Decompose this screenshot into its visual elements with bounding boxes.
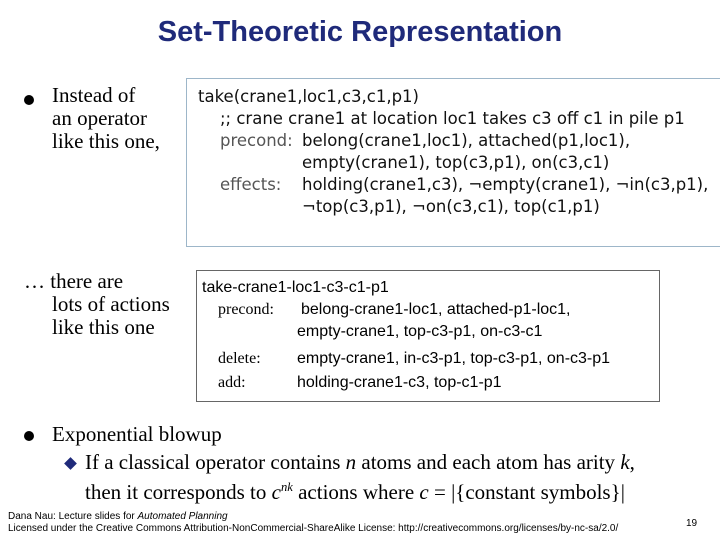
action-delete-line: delete: empty-crane1, in-c3-p1, top-c3-p1, on-c3-p1 <box>218 350 611 367</box>
operator-signature: take(crane1,loc1,c3,c1,p1) <box>198 87 419 106</box>
footer-credits: Dana Nau: Lecture slides for Automated Planning Licensed under the Creative Commons Attribution-NonCommercial-ShareAlike License: http://creativecommons.org/licenses/by-nc-sa/2.0/ <box>8 511 619 534</box>
operator-definition <box>198 86 708 218</box>
action-definition <box>202 277 610 394</box>
bullet-1-text: Instead of an operator like this one, <box>52 83 160 153</box>
action-add-line: add: holding-crane1-c3, top-c1-p1 <box>218 374 502 391</box>
sub-bullet-line-2: then it corresponds to $c^{nk}$ actions where c = |{constant symbols}| <box>85 480 625 504</box>
action-precond-line-2: empty-crane1, top-c3-p1, on-c3-c1 <box>297 323 543 340</box>
sub-bullet-line-1: If a classical operator contains n atoms and each atom has arity k, <box>85 450 635 474</box>
sub-bullet-diamond-icon <box>64 457 77 470</box>
operator-precond-line-1: precond: belong(crane1,loc1), attached(p1,loc1), <box>220 131 631 150</box>
page-number: 19 <box>686 518 698 529</box>
operator-comment: ;; crane crane1 at location loc1 takes c3 off c1 in pile p1 <box>220 109 685 128</box>
bullet-2-text: … there are lots of actions like this one <box>24 269 170 339</box>
operator-precond-line-2: empty(crane1), top(c3,p1), on(c3,c1) <box>302 153 610 172</box>
bullet-3-text: Exponential blowup <box>52 422 222 446</box>
operator-effects-line-1: effects: holding(crane1,c3), ¬empty(crane1), ¬in(c3,p1), <box>220 175 709 194</box>
slide-title: Set-Theoretic Representation <box>157 16 563 48</box>
bullet-dot <box>24 431 34 441</box>
action-name: take-crane1-loc1-c3-c1-p1 <box>202 279 389 296</box>
bullet-dot <box>24 95 34 105</box>
action-precond-line-1: precond: belong-crane1-loc1, attached-p1-loc1, <box>218 301 571 318</box>
operator-effects-line-2: ¬top(c3,p1), ¬on(c3,c1), top(c1,p1) <box>302 197 600 216</box>
